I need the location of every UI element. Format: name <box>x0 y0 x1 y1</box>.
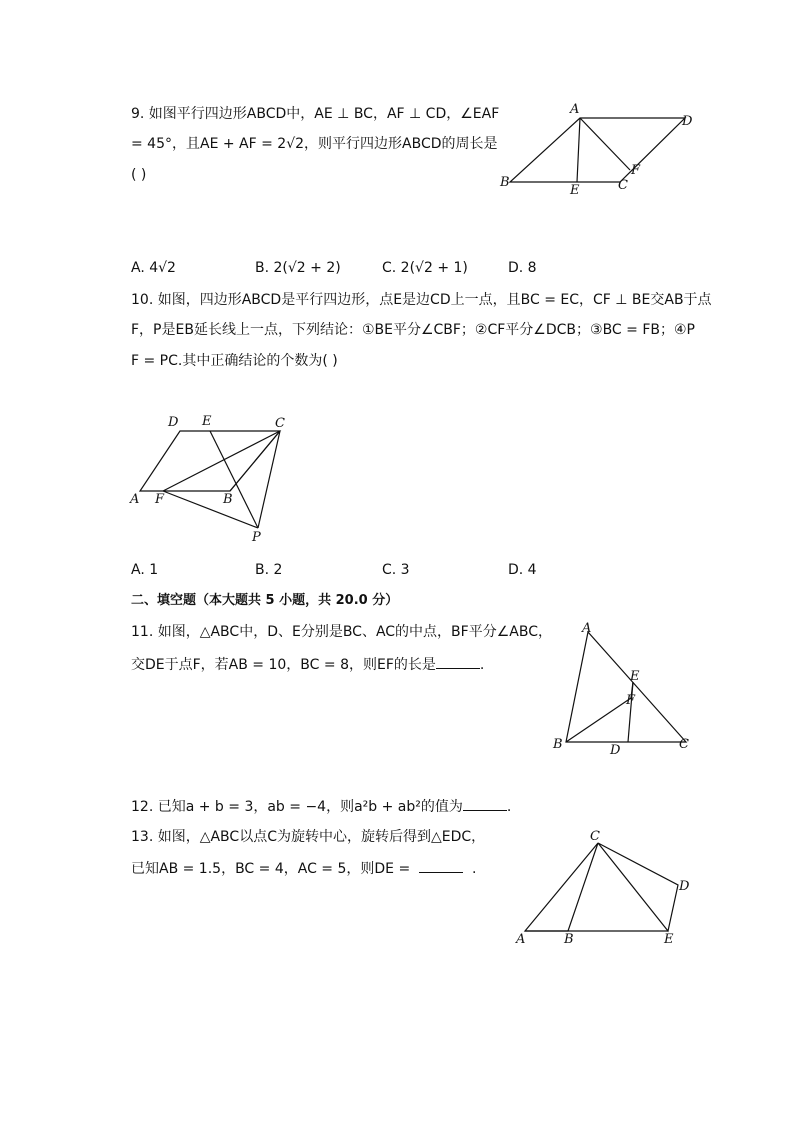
q9-segment-af <box>580 118 630 170</box>
q9-parallelogram-abcd <box>510 118 685 182</box>
q13-label-d: D <box>679 879 690 894</box>
q12-answer-blank[interactable] <box>463 796 507 811</box>
q10-stem-line3: F = PC.其中正确结论的个数为( ) <box>131 353 338 369</box>
q13-stem-line1: 13. 如图，△ABC以点C为旋转中心，旋转后得到△EDC， <box>131 829 486 845</box>
q10-stem-line1: 10. 如图，四边形ABCD是平行四边形，点E是边CD上一点，且BC = EC，CF ⊥ BE交AB于点 <box>131 292 712 308</box>
q9-segment-ae <box>577 118 580 182</box>
q10-label-f: F <box>155 492 165 507</box>
q9-option-a: A. 4√2 <box>131 260 176 276</box>
q9-option-c: C. 2(√2 + 1) <box>382 260 468 276</box>
q10-label-p: P <box>252 530 261 545</box>
q12-stem-period: . <box>506 799 512 815</box>
q9-stem-line2: = 45°，且AE + AF = 2√2，则平行四边形ABCD的周长是 <box>131 136 498 152</box>
q11-label-d: D <box>610 743 621 758</box>
q13-label-a: A <box>516 932 526 947</box>
q9-label-b: B <box>500 175 510 190</box>
q10-option-c: C. 3 <box>382 562 410 578</box>
q13-stem-period: . <box>472 861 477 877</box>
q9-option-b: B. 2(√2 + 2) <box>255 260 341 276</box>
q9-stem-line3: ( ) <box>131 167 147 183</box>
q10-label-d: D <box>168 415 179 430</box>
q13-triangle-edc <box>598 843 678 931</box>
q10-label-b: B <box>223 492 233 507</box>
q9-label-a: A <box>570 102 580 117</box>
q13-stem-line2 <box>131 858 476 879</box>
q10-segment-cp <box>258 431 280 528</box>
q10-label-a: A <box>130 492 140 507</box>
q10-segment-cb <box>230 431 280 491</box>
q11-label-b: B <box>553 737 563 752</box>
q11-label-e: E <box>630 669 640 684</box>
q10-option-a: A. 1 <box>131 562 159 578</box>
q11-stem-line2 <box>131 654 484 675</box>
q11-label-f: F <box>626 693 636 708</box>
q10-option-d: D. 4 <box>508 562 537 578</box>
q11-stem-period: . <box>479 657 485 673</box>
q9-figure-parallelogram <box>495 100 705 200</box>
q10-stem-line2: F，P是EB延长线上一点，下列结论：①BE平分∠CBF；②CF平分∠DCB；③BC = FB；④P <box>131 322 695 338</box>
q13-label-e: E <box>664 932 674 947</box>
q9-stem-line1: 9. 如图平行四边形ABCD中，AE ⊥ BC，AF ⊥ CD，∠EAF <box>131 106 500 122</box>
q9-option-d: D. 8 <box>508 260 537 276</box>
q10-segment-cf <box>163 431 280 491</box>
q11-segment-bf <box>566 698 631 742</box>
q11-triangle-abc <box>566 632 686 742</box>
q11-label-c: C <box>679 737 689 752</box>
q11-figure-triangle <box>548 620 698 760</box>
q13-figure-rotation <box>510 825 710 950</box>
q13-label-b: B <box>564 932 574 947</box>
q10-label-c: C <box>275 416 285 431</box>
q11-answer-blank[interactable] <box>436 654 480 669</box>
q13-label-c: C <box>590 829 600 844</box>
q13-triangle-abc <box>525 843 598 931</box>
q9-label-d: D <box>682 114 693 129</box>
q13-stem-text: 已知AB = 1.5，BC = 4，AC = 5，则DE = <box>131 861 411 877</box>
q9-label-c: C <box>618 178 628 193</box>
q11-label-a: A <box>582 621 592 636</box>
q12-stem-text: 12. 已知a + b = 3，ab = −4，则a²b + ab²的值为 <box>131 799 463 815</box>
q10-label-e: E <box>202 414 212 429</box>
q10-parallelogram-abcd <box>140 431 280 491</box>
section-fill-in-heading: 二、填空题（本大题共 5 小题，共 20.0 分） <box>131 593 399 608</box>
q9-label-e: E <box>570 183 580 198</box>
q12-stem <box>131 796 511 817</box>
q10-figure <box>128 410 298 550</box>
q13-answer-blank[interactable] <box>419 858 463 873</box>
q9-label-f: F <box>631 163 641 178</box>
q10-option-b: B. 2 <box>255 562 283 578</box>
q11-stem-line1: 11. 如图，△ABC中，D、E分别是BC、AC的中点，BF平分∠ABC， <box>131 624 552 640</box>
q11-stem-text: 交DE于点F，若AB = 10，BC = 8，则EF的长是 <box>131 657 436 673</box>
q10-segment-fp <box>163 491 258 528</box>
